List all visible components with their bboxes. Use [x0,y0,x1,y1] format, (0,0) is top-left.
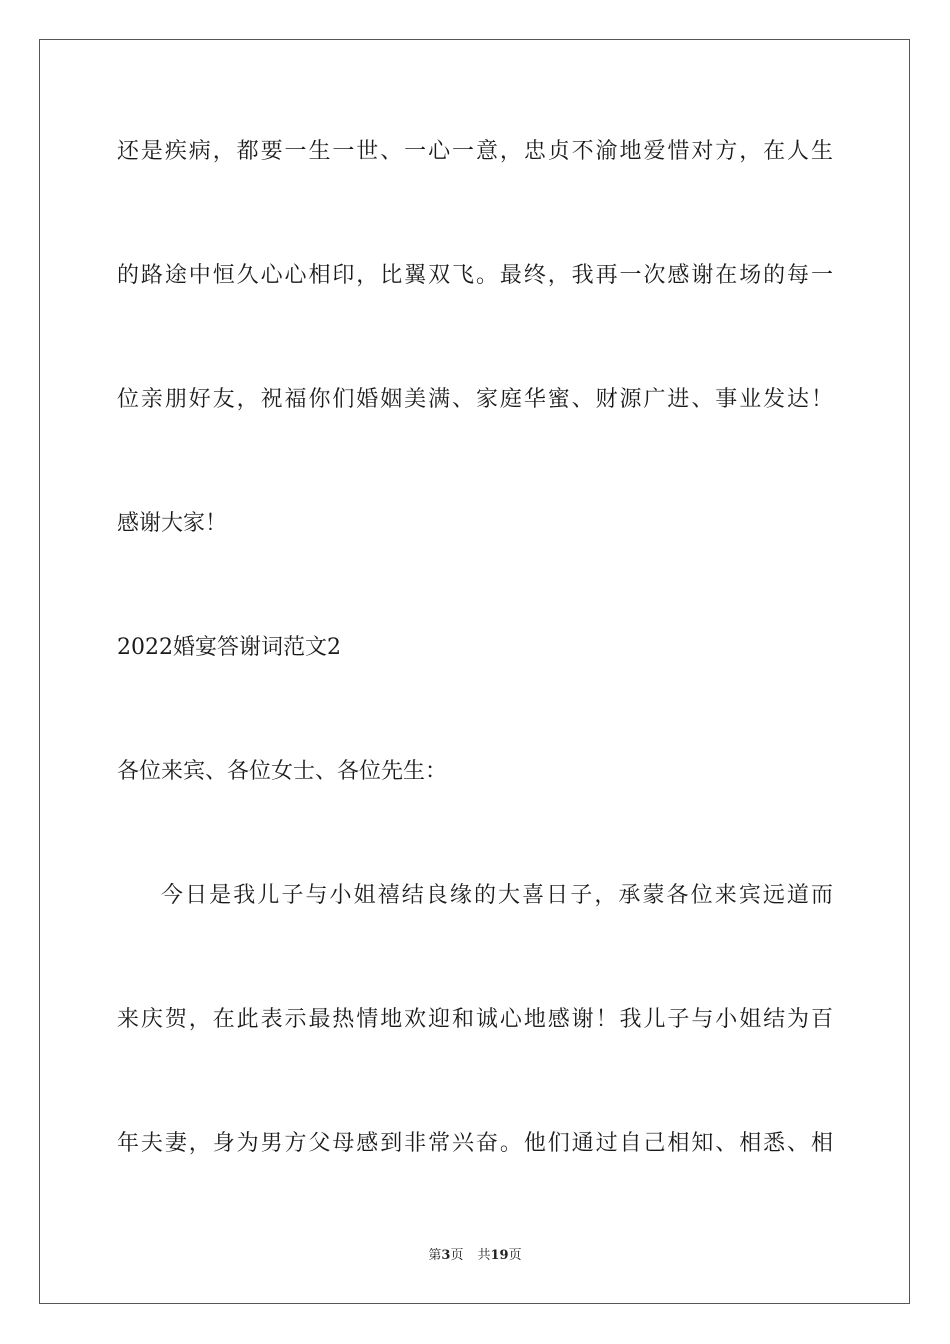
body-line-8: 来庆贺，在此表示最热情地欢迎和诚心地感谢！我儿子与小姐结为百 [117,1007,833,1032]
section-heading: 2022婚宴答谢词范文2 [117,635,341,660]
body-line-9: 年夫妻，身为男方父母感到非常兴奋。他们通过自己相知、相悉、相 [117,1131,833,1156]
body-line-2: 的路途中恒久心心相印，比翼双飞。最终，我再一次感谢在场的每一 [117,263,833,288]
body-line-1: 还是疾病，都要一生一世、一心一意，忠贞不渝地爱惜对方，在人生 [117,139,833,164]
salutation: 各位来宾、各位女士、各位先生： [117,759,448,784]
closing-thanks: 感谢大家！ [117,511,228,536]
total-suffix: 页 [508,1248,522,1263]
total-pages: 19 [490,1248,509,1263]
page-border [39,39,910,1304]
body-line-3: 位亲朋好友，祝福你们婚姻美满、家庭华蜜、财源广进、事业发达！ [117,387,833,412]
page-footer [0,1247,950,1265]
body-line-7: 今日是我儿子与小姐禧结良缘的大喜日子，承蒙各位来宾远道而 [161,883,833,908]
total-prefix: 共 [477,1248,491,1263]
page-prefix: 第 [428,1248,442,1263]
page-suffix: 页 [450,1248,464,1263]
page-number: 3 [441,1248,451,1263]
